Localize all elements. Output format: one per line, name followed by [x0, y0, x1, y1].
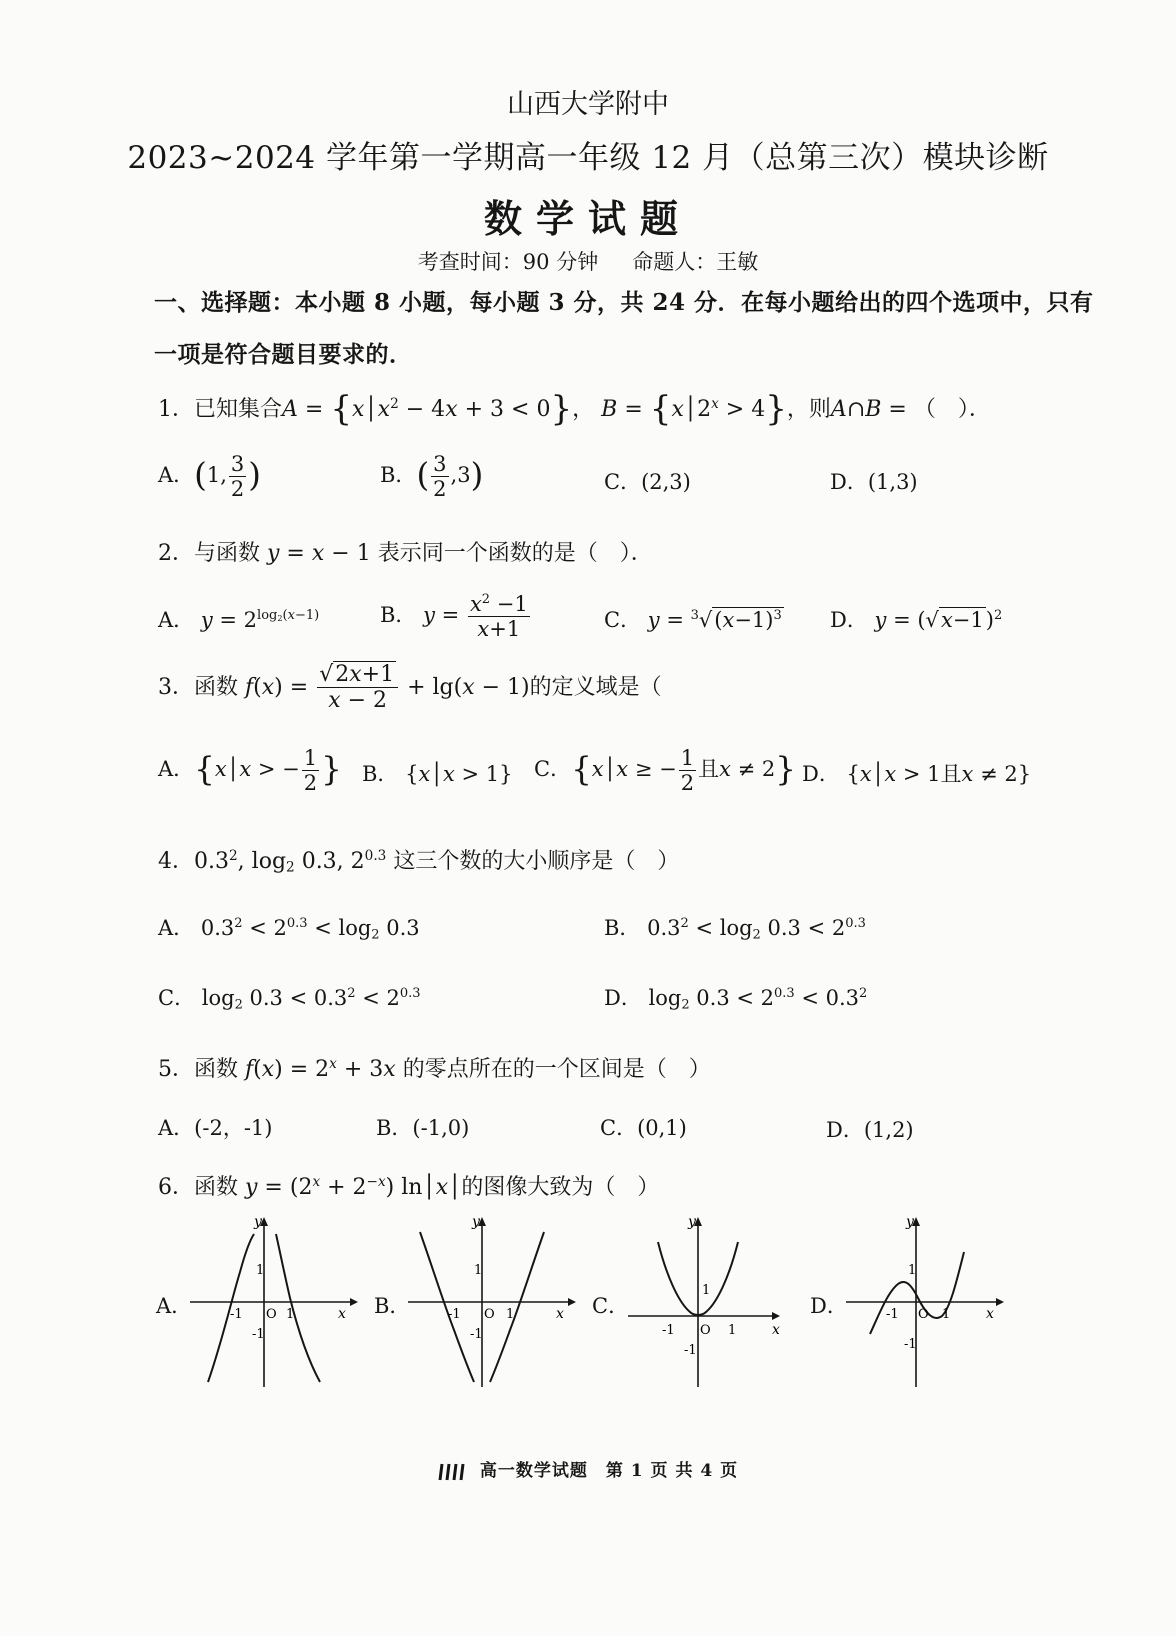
q6-graph-b[interactable] [408, 1212, 588, 1392]
q1-option-b[interactable]: B．( $\frac{3}{2}$ ,3) [380, 452, 484, 502]
q3-c-and: 且 [698, 757, 720, 782]
q3-opt-b-label: B． [362, 762, 399, 786]
q4-option-c[interactable]: C． $\log_2 0.3 < 0.3^2 < 2^{0.3}$ [158, 986, 421, 1013]
q6-a-axis-y: y [254, 1214, 262, 1230]
q5-option-b[interactable]: B．(-1,0) [376, 1116, 470, 1140]
q3-option-c[interactable]: C．{x│x ≥ − $\frac{1}{2}$ 且x ≠ 2} [534, 746, 796, 796]
q6-graph-c[interactable] [622, 1212, 802, 1392]
q4-tail: 这三个数的大小顺序是（ ） [393, 849, 680, 874]
q6-d-axis-y: y [906, 1214, 914, 1230]
q6-b-origin: O [484, 1307, 495, 1322]
q3-option-b[interactable]: B． {x│x > 1} [362, 762, 513, 786]
subject-title: 数学试题 [483, 196, 692, 241]
q6-c-tick-x1: 1 [728, 1323, 737, 1338]
q6-b-tick-y1: 1 [474, 1263, 483, 1278]
q1-then: ，则 [786, 397, 831, 422]
publisher-logo-icon [438, 1462, 470, 1482]
q6-a-tick-y1: 1 [256, 1263, 265, 1278]
q6-b-axis-x: x [556, 1306, 564, 1322]
q6-d-origin: O [918, 1307, 929, 1322]
q1-opt-a-label: A． [158, 463, 195, 488]
q1-intersection: A∩B = [830, 397, 914, 422]
q4-opt-a-label: A． [158, 916, 195, 940]
q6-d-tick-yneg1: -1 [904, 1337, 917, 1352]
time-label: 考查时间：90 分钟 [417, 250, 599, 274]
author-label: 命题人：王敏 [632, 250, 759, 274]
q6-option-d-label[interactable]: D． [810, 1294, 848, 1318]
q6-b-tick-xneg1: -1 [448, 1307, 461, 1322]
q5-option-c[interactable]: C．(0,1) [600, 1116, 687, 1140]
q6-option-a-label[interactable]: A． [156, 1294, 193, 1318]
q3-opt-a-label: A． [158, 757, 195, 782]
q2-label: 2．与函数 [158, 541, 260, 566]
question-3: 3．函数 f(x) = $\frac{√2x+1}{x - 2}$ + lg(x − 1)的定义域是（ [158, 662, 662, 714]
q4-option-b[interactable]: B． $0.3^2 < \log_2 0.3 < 2^{0.3}$ [604, 916, 866, 943]
question-2: 2．与函数 y = x − 1 表示同一个函数的是（ ）． [158, 541, 653, 566]
exam-meta [0, 246, 1176, 276]
q2-option-a[interactable]: A． $y = 2^{log_2(x-1)}$ [158, 608, 320, 632]
q3-d-and: 且 [940, 762, 962, 786]
q6-c-tick-y1: 1 [702, 1283, 711, 1298]
section-instructions-line2: 一项是符合题目要求的． [154, 341, 413, 368]
q6-option-c-label[interactable]: C． [592, 1294, 630, 1318]
q6-graph-a[interactable] [190, 1212, 370, 1392]
q6-c-tick-yneg1: -1 [684, 1343, 697, 1358]
q6-tail: 的图像大致为（ ） [461, 1175, 660, 1200]
q6-d-tick-xneg1: -1 [886, 1307, 899, 1322]
q1-set-b: $B = \{x│2^x > 4\}$ [601, 389, 787, 430]
q6-c-axis-x: x [772, 1322, 780, 1338]
q4-option-a[interactable]: A． $0.3^2 < 2^{0.3} < \log_2 0.3$ [158, 916, 420, 943]
q6-b-tick-yneg1: -1 [470, 1327, 483, 1342]
q6-b-axis-y: y [472, 1214, 480, 1230]
question-5: 5．函数 $f(x) = 2^x + 3x$ 的零点所在的一个区间是（ ） [158, 1055, 711, 1082]
q2-option-d[interactable]: D． $y = (√x-1)^2$ [830, 608, 1003, 632]
q3-option-d[interactable]: D． {x│x > 1且x ≠ 2} [802, 762, 1032, 786]
q2-opt-c-label: C． [604, 608, 642, 632]
q4-opt-d-label: D． [604, 986, 642, 1010]
q6-a-origin: O [266, 1307, 277, 1322]
q5-option-a[interactable]: A．(-2，-1) [158, 1116, 273, 1140]
q6-d-tick-x1: 1 [942, 1307, 951, 1322]
q2-tail: 表示同一个函数的是（ ）． [377, 541, 653, 566]
q3-option-a[interactable]: A．{x│x > − $\frac{1}{2}$ } [158, 746, 342, 796]
q6-d-tick-y1: 1 [908, 1263, 917, 1278]
q4-option-d[interactable]: D． $\log_2 0.3 < 2^{0.3} < 0.3^2$ [604, 986, 868, 1013]
q6-option-b-label[interactable]: B． [374, 1294, 411, 1318]
q5-tail: 的零点所在的一个区间是（ ） [402, 1057, 711, 1082]
q1-option-d[interactable]: D．(1,3) [830, 470, 918, 494]
q1-set-a: $A = \{x│x^2 - 4x + 3 < 0\}$ [282, 389, 573, 430]
q1-option-c[interactable]: C．(2,3) [604, 470, 691, 494]
q6-graph-d[interactable] [846, 1212, 1026, 1392]
q2-option-c[interactable]: C． $y = ^3√(x-1)^3$ [604, 608, 782, 632]
q6-c-axis-y: y [688, 1214, 696, 1230]
section-instructions-line1: 一、选择题：本小题 8 小题，每小题 3 分，共 24 分．在每小题给出的四个选项中，只有 [154, 289, 1094, 316]
q1-label: 1．已知集合 [158, 397, 282, 422]
q3-tail: 的定义域是（ [529, 674, 662, 700]
q2-opt-a-label: A． [158, 608, 195, 632]
page-footer [0, 1456, 1176, 1482]
q3-label: 3．函数 [158, 674, 238, 700]
q3-opt-c-label: C． [534, 757, 572, 782]
q1-and: ， [572, 397, 595, 422]
question-6: 6．函数 $y = (2^x + 2^{-x})$ ln│x│的图像大致为（ ） [158, 1173, 660, 1200]
q3-opt-d-label: D． [802, 762, 840, 786]
exam-title: 2023~2024 学年第一学期高一年级 12 月（总第三次）模块诊断 [127, 140, 1049, 176]
q1-tail: （ ）． [913, 397, 991, 422]
q1-opt-b-label: B． [380, 463, 417, 488]
q6-a-axis-x: x [338, 1306, 346, 1322]
q4-opt-c-label: C． [158, 986, 196, 1010]
q5-option-d[interactable]: D．(1,2) [826, 1118, 914, 1142]
footer-text: 高一数学试题 第 1 页 共 4 页 [479, 1461, 739, 1481]
q2-opt-d-label: D． [830, 608, 868, 632]
q6-d-axis-x: x [986, 1306, 994, 1322]
q6-label: 6．函数 [158, 1175, 238, 1200]
q5-label: 5．函数 [158, 1057, 238, 1082]
q6-a-tick-xneg1: -1 [230, 1307, 243, 1322]
q4-opt-b-label: B． [604, 916, 641, 940]
question-4: 4．$0.3^2$, $\log_2 0.3$, $2^{0.3}$ 这三个数的大小顺序是（ ） [158, 847, 680, 876]
school-name: 山西大学附中 [507, 89, 669, 120]
q1-option-a[interactable]: A．(1, $\frac{3}{2}$ ) [158, 452, 261, 502]
q6-c-origin: O [700, 1323, 711, 1338]
q6-a-tick-x1: 1 [286, 1307, 295, 1322]
q6-b-tick-x1: 1 [506, 1307, 515, 1322]
q6-a-tick-yneg1: -1 [252, 1327, 265, 1342]
q2-opt-b-label: B． [380, 603, 417, 628]
question-1 [158, 389, 991, 430]
q2-option-b[interactable]: B． y = $\frac{x^2 -1}{x+1}$ [380, 592, 528, 642]
q6-c-tick-xneg1: -1 [662, 1323, 675, 1338]
